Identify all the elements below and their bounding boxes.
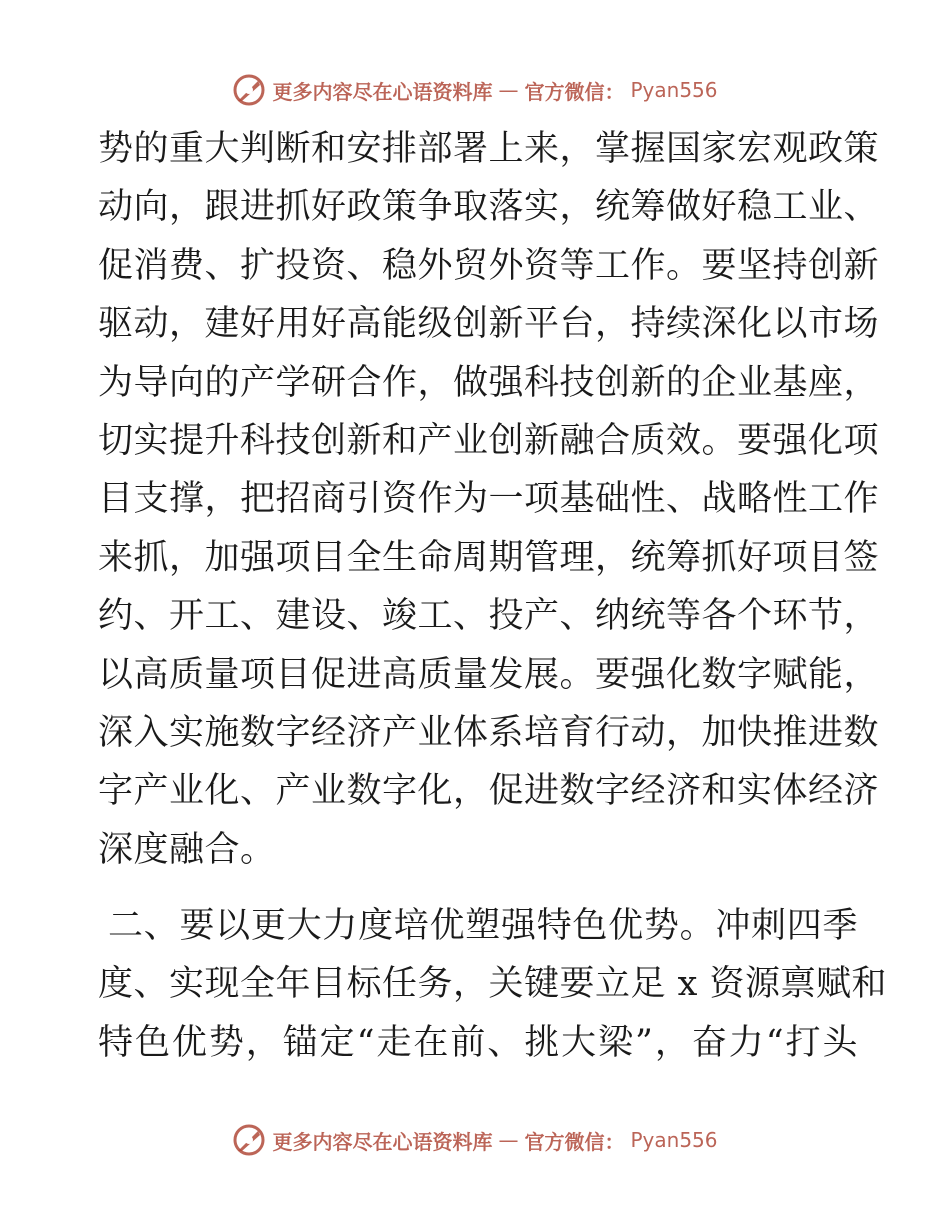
paragraph-1 — [98, 120, 880, 879]
paragraph-2 — [98, 897, 887, 1072]
text-line: 驱动，建好用好高能级创新平台，持续深化以市场 — [98, 304, 880, 345]
text-line: 特色优势，锚定“走在前、挑大梁”，奋力“打头 — [98, 1022, 858, 1063]
watermark-text: 更多内容尽在心语资料库 — [272, 79, 493, 104]
text-line: 深度融合。 — [98, 829, 276, 870]
text-line: 约、开工、建设、竣工、投产、纳统等各个环节， — [98, 596, 880, 637]
text-line: 切实提升科技创新和产业创新融合质效。要强化项 — [98, 420, 880, 461]
text-line: 势的重大判断和安排部署上来，掌握国家宏观政策 — [98, 129, 880, 169]
text-line: 目支撑，把招商引资作为一项基础性、战略性工作 — [98, 479, 880, 520]
watermark-label: 官方微信： — [524, 79, 625, 104]
watermark-account: Pyan556 — [630, 1128, 718, 1152]
text-line: 动向，跟进抓好政策争取落实，统筹做好稳工业、 — [98, 187, 880, 228]
text-line: 二、要以更大力度培优塑强特色优势。冲刺四季 — [108, 906, 858, 947]
text-line: 促消费、扩投资、稳外贸外资等工作。要坚持创新 — [98, 245, 880, 286]
text-line: 为导向的产学研合作，做强科技创新的企业基座， — [98, 362, 880, 403]
watermark-account: Pyan556 — [630, 78, 718, 102]
footer-watermark — [0, 1120, 950, 1160]
document-body — [98, 120, 887, 1072]
watermark-text: 更多内容尽在心语资料库 — [272, 1129, 493, 1154]
text-line: 字产业化、产业数字化，促进数字经济和实体经济 — [98, 771, 880, 812]
text-line: 深入实施数字经济产业体系培育行动，加快推进数 — [98, 712, 880, 753]
watermark-separator: — — [498, 1128, 519, 1152]
paragraph-spacer — [98, 879, 858, 897]
text-line: 度、实现全年目标任务，关键要立足 x 资源禀赋和 — [98, 964, 887, 1005]
header-watermark — [0, 70, 950, 110]
text-line: 以高质量项目促进高质量发展。要强化数字赋能， — [98, 654, 880, 695]
text-line: 来抓，加强项目全生命周期管理，统筹抓好项目签 — [98, 537, 880, 578]
watermark-separator: — — [498, 78, 519, 102]
watermark-label: 官方微信： — [524, 1129, 625, 1154]
quill-circle-logo-icon — [232, 73, 266, 107]
quill-circle-logo-icon — [232, 1123, 266, 1157]
